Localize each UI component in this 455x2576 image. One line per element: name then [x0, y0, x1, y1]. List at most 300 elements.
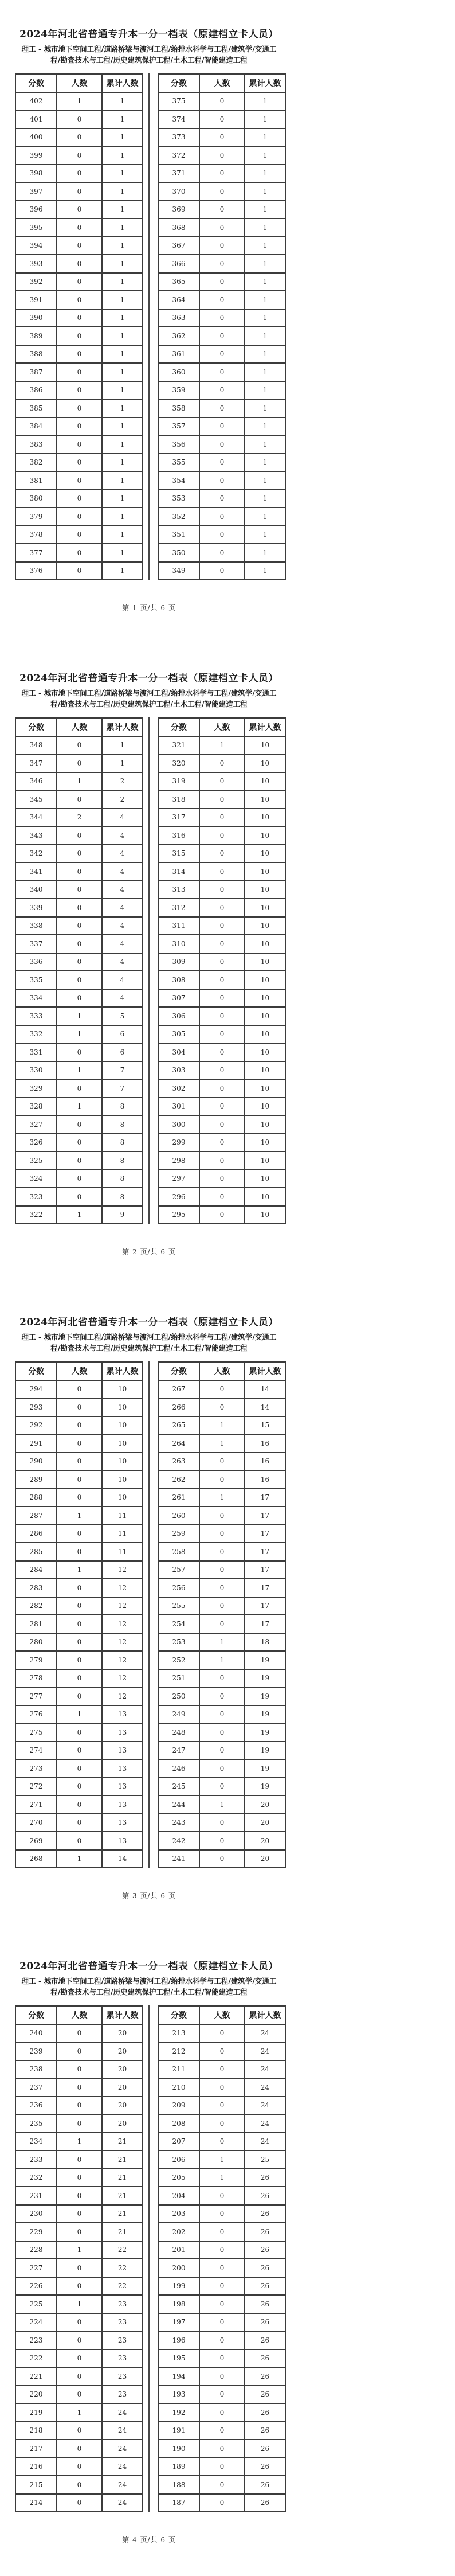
- score-cell: 334: [15, 989, 57, 1008]
- cumulative-cell: 1: [102, 309, 143, 327]
- table-row: [158, 1543, 285, 1561]
- column-header: 累计人数: [102, 1362, 143, 1380]
- score-cell: 260: [158, 1506, 199, 1525]
- table-row: [15, 2476, 143, 2494]
- score-tables: [15, 2005, 298, 2512]
- table-row: [158, 1115, 285, 1134]
- count-cell: 0: [199, 1453, 245, 1471]
- count-cell: 0: [57, 454, 102, 472]
- cumulative-cell: 20: [245, 1796, 285, 1814]
- cumulative-cell: 21: [102, 2150, 143, 2169]
- score-cell: 208: [158, 2114, 199, 2133]
- table-row: [15, 1579, 143, 1597]
- column-header: 人数: [57, 74, 102, 92]
- count-cell: 0: [57, 790, 102, 809]
- cumulative-cell: 20: [102, 2042, 143, 2060]
- table-row: [158, 899, 285, 917]
- score-cell: 230: [15, 2205, 57, 2223]
- cumulative-cell: 4: [102, 862, 143, 881]
- score-cell: 217: [15, 2440, 57, 2458]
- cumulative-cell: 10: [245, 1061, 285, 1080]
- score-cell: 273: [15, 1759, 57, 1778]
- table-row: [15, 544, 143, 562]
- cumulative-cell: 1: [102, 381, 143, 400]
- score-cell: 329: [15, 1079, 57, 1098]
- table-row: [15, 1669, 143, 1688]
- score-cell: 240: [15, 2024, 57, 2043]
- cumulative-cell: 6: [102, 1025, 143, 1044]
- cumulative-cell: 26: [245, 2331, 285, 2349]
- column-header: 累计人数: [245, 2006, 285, 2024]
- cumulative-cell: 23: [102, 2386, 143, 2404]
- count-cell: 0: [199, 1115, 245, 1134]
- cumulative-cell: 13: [102, 1759, 143, 1778]
- score-cell: 383: [15, 435, 57, 454]
- table-row: [158, 2060, 285, 2079]
- document-page: [0, 1288, 455, 1932]
- score-cell: 272: [15, 1778, 57, 1796]
- cumulative-cell: 1: [102, 182, 143, 201]
- column-header: 分数: [15, 74, 57, 92]
- score-cell: 344: [15, 809, 57, 827]
- score-cell: 390: [15, 309, 57, 327]
- table-row: [158, 2133, 285, 2151]
- cumulative-cell: 14: [245, 1380, 285, 1399]
- cumulative-cell: 8: [102, 1115, 143, 1134]
- count-cell: 0: [199, 562, 245, 580]
- table-row: [15, 381, 143, 400]
- table-row: [158, 971, 285, 989]
- count-cell: 0: [57, 309, 102, 327]
- score-cell: 350: [158, 544, 199, 562]
- score-cell: 187: [158, 2494, 199, 2512]
- table-row: [158, 935, 285, 953]
- cumulative-cell: 26: [245, 2241, 285, 2259]
- count-cell: 0: [199, 399, 245, 417]
- cumulative-cell: 26: [245, 2349, 285, 2368]
- score-cell: 365: [158, 273, 199, 291]
- cumulative-cell: 11: [102, 1506, 143, 1525]
- table-row: [158, 1380, 285, 1399]
- cumulative-cell: 26: [245, 2223, 285, 2241]
- cumulative-cell: 23: [102, 2313, 143, 2332]
- cumulative-cell: 26: [245, 2295, 285, 2313]
- score-cell: 398: [15, 165, 57, 183]
- cumulative-cell: 4: [102, 917, 143, 935]
- count-cell: 0: [199, 1025, 245, 1044]
- cumulative-cell: 24: [102, 2440, 143, 2458]
- count-cell: 0: [199, 754, 245, 772]
- score-cell: 342: [15, 845, 57, 863]
- score-cell: 227: [15, 2259, 57, 2277]
- cumulative-cell: 10: [245, 1170, 285, 1188]
- count-cell: 0: [57, 1615, 102, 1633]
- table-row: [15, 899, 143, 917]
- cumulative-cell: 19: [245, 1669, 285, 1688]
- header-row: [158, 2006, 285, 2024]
- count-cell: 1: [199, 1796, 245, 1814]
- count-cell: 0: [57, 1152, 102, 1170]
- count-cell: 1: [199, 1651, 245, 1669]
- cumulative-cell: 14: [102, 1850, 143, 1868]
- score-cell: 229: [15, 2223, 57, 2241]
- cumulative-cell: 24: [245, 2078, 285, 2097]
- table-row: [15, 2241, 143, 2259]
- score-cell: 204: [158, 2187, 199, 2205]
- count-cell: 0: [57, 881, 102, 899]
- score-cell: 339: [15, 899, 57, 917]
- table-row: [158, 363, 285, 381]
- table-row: [15, 327, 143, 345]
- count-cell: 0: [57, 1170, 102, 1188]
- count-cell: 0: [199, 2458, 245, 2476]
- count-cell: 0: [57, 237, 102, 255]
- table-row: [158, 2223, 285, 2241]
- column-header: 人数: [199, 718, 245, 736]
- score-cell: 255: [158, 1597, 199, 1615]
- table-row: [15, 2169, 143, 2187]
- score-cell: 384: [15, 417, 57, 436]
- score-cell: 263: [158, 1453, 199, 1471]
- cumulative-cell: 10: [245, 1098, 285, 1116]
- cumulative-cell: 20: [102, 2024, 143, 2043]
- count-cell: 0: [57, 899, 102, 917]
- table-row: [158, 2349, 285, 2368]
- count-cell: 0: [199, 1152, 245, 1170]
- page-footer: 第 4 页/共 6 页: [122, 2536, 176, 2544]
- score-cell: 399: [15, 146, 57, 165]
- count-cell: 0: [57, 1115, 102, 1134]
- count-cell: 0: [57, 1832, 102, 1850]
- cumulative-cell: 20: [102, 2060, 143, 2079]
- table-row: [15, 1380, 143, 1399]
- table-row: [15, 1850, 143, 1868]
- cumulative-cell: 20: [102, 2097, 143, 2115]
- table-row: [158, 790, 285, 809]
- table-row: [158, 291, 285, 309]
- table-row: [15, 399, 143, 417]
- cumulative-cell: 10: [245, 971, 285, 989]
- cumulative-cell: 24: [245, 2024, 285, 2043]
- table-row: [15, 182, 143, 201]
- table-row: [15, 1079, 143, 1098]
- table-row: [158, 1398, 285, 1416]
- score-cell: 251: [158, 1669, 199, 1688]
- cumulative-cell: 20: [245, 1850, 285, 1868]
- table-row: [158, 1669, 285, 1688]
- cumulative-cell: 19: [245, 1687, 285, 1705]
- table-row: [158, 809, 285, 827]
- count-cell: 0: [199, 1850, 245, 1868]
- count-cell: 0: [199, 490, 245, 508]
- cumulative-cell: 1: [102, 508, 143, 526]
- table-row: [158, 1434, 285, 1453]
- score-cell: 268: [15, 1850, 57, 1868]
- count-cell: 0: [57, 490, 102, 508]
- table-row: [158, 2169, 285, 2187]
- score-cell: 210: [158, 2078, 199, 2097]
- score-cell: 247: [158, 1742, 199, 1760]
- score-cell: 232: [15, 2169, 57, 2187]
- count-cell: 0: [57, 1687, 102, 1705]
- table-row: [15, 2259, 143, 2277]
- table-row: [15, 2494, 143, 2512]
- table-row: [15, 1489, 143, 1507]
- table-row: [15, 1525, 143, 1543]
- score-cell: 285: [15, 1543, 57, 1561]
- score-cell: 314: [158, 862, 199, 881]
- count-cell: 0: [199, 899, 245, 917]
- count-cell: 0: [57, 989, 102, 1008]
- cumulative-cell: 1: [102, 255, 143, 273]
- table-row: [15, 1170, 143, 1188]
- tables-gap: [143, 717, 158, 1224]
- count-cell: 0: [199, 2313, 245, 2332]
- count-cell: 0: [57, 2205, 102, 2223]
- score-table-left: [15, 717, 143, 1224]
- table-row: [158, 2042, 285, 2060]
- count-cell: 0: [199, 544, 245, 562]
- table-row: [15, 1615, 143, 1633]
- table-row: [158, 2440, 285, 2458]
- count-cell: 0: [57, 1723, 102, 1742]
- score-cell: 379: [15, 508, 57, 526]
- cumulative-cell: 26: [245, 2458, 285, 2476]
- cumulative-cell: 12: [102, 1561, 143, 1579]
- score-cell: 213: [158, 2024, 199, 2043]
- cumulative-cell: 1: [245, 110, 285, 128]
- table-row: [158, 309, 285, 327]
- count-cell: 0: [199, 182, 245, 201]
- count-cell: 0: [57, 2259, 102, 2277]
- cumulative-cell: 16: [245, 1453, 285, 1471]
- score-cell: 397: [15, 182, 57, 201]
- count-cell: 0: [57, 971, 102, 989]
- count-cell: 0: [57, 2386, 102, 2404]
- count-cell: 0: [199, 381, 245, 400]
- table-row: [15, 736, 143, 755]
- count-cell: 0: [199, 128, 245, 147]
- score-cell: 300: [158, 1115, 199, 1134]
- cumulative-cell: 1: [245, 255, 285, 273]
- count-cell: 1: [199, 1434, 245, 1453]
- count-cell: 0: [57, 826, 102, 845]
- header-row: [15, 1362, 143, 1380]
- table-row: [158, 562, 285, 580]
- table-row: [158, 182, 285, 201]
- score-cell: 242: [158, 1832, 199, 1850]
- tables-divider-line: [148, 73, 150, 580]
- cumulative-cell: 1: [245, 454, 285, 472]
- column-header: 人数: [57, 718, 102, 736]
- count-cell: 0: [57, 845, 102, 863]
- count-cell: 0: [199, 1170, 245, 1188]
- cumulative-cell: 24: [102, 2403, 143, 2422]
- cumulative-cell: 1: [245, 146, 285, 165]
- table-row: [15, 2331, 143, 2349]
- table-row: [158, 953, 285, 971]
- column-header: 人数: [57, 2006, 102, 2024]
- count-cell: 0: [199, 471, 245, 490]
- page-content: [0, 672, 298, 1256]
- count-cell: 0: [57, 2422, 102, 2440]
- count-cell: 0: [199, 2259, 245, 2277]
- column-header: 分数: [15, 718, 57, 736]
- table-row: [15, 218, 143, 237]
- count-cell: 0: [199, 1669, 245, 1688]
- table-row: [158, 1597, 285, 1615]
- score-cell: 392: [15, 273, 57, 291]
- cumulative-cell: 1: [245, 381, 285, 400]
- cumulative-cell: 15: [245, 1416, 285, 1435]
- count-cell: 0: [199, 237, 245, 255]
- count-cell: 0: [57, 273, 102, 291]
- score-cell: 233: [15, 2150, 57, 2169]
- cumulative-cell: 2: [102, 790, 143, 809]
- cumulative-cell: 21: [102, 2169, 143, 2187]
- cumulative-cell: 24: [102, 2422, 143, 2440]
- table-row: [158, 1061, 285, 1080]
- count-cell: 0: [199, 1742, 245, 1760]
- score-table-right: [158, 1361, 286, 1868]
- table-row: [158, 989, 285, 1008]
- score-table-right: [158, 73, 286, 580]
- count-cell: 0: [57, 255, 102, 273]
- count-cell: 0: [57, 399, 102, 417]
- count-cell: 0: [199, 2277, 245, 2296]
- table-row: [15, 1007, 143, 1025]
- score-cell: 258: [158, 1543, 199, 1561]
- table-row: [15, 2367, 143, 2386]
- cumulative-cell: 13: [102, 1832, 143, 1850]
- column-header: 分数: [158, 2006, 199, 2024]
- table-row: [15, 917, 143, 935]
- score-cell: 351: [158, 526, 199, 544]
- score-cell: 246: [158, 1759, 199, 1778]
- score-cell: 207: [158, 2133, 199, 2151]
- column-header: 累计人数: [245, 74, 285, 92]
- count-cell: 0: [199, 526, 245, 544]
- tables-gap: [143, 2005, 158, 2512]
- count-cell: 1: [57, 2133, 102, 2151]
- count-cell: 0: [57, 291, 102, 309]
- cumulative-cell: 10: [245, 899, 285, 917]
- count-cell: 0: [57, 2078, 102, 2097]
- cumulative-cell: 10: [245, 1043, 285, 1061]
- page-footer: 第 1 页/共 6 页: [122, 604, 176, 612]
- score-cell: 254: [158, 1615, 199, 1633]
- score-cell: 335: [15, 971, 57, 989]
- cumulative-cell: 1: [245, 291, 285, 309]
- score-cell: 206: [158, 2150, 199, 2169]
- score-cell: 322: [15, 1206, 57, 1224]
- score-cell: 402: [15, 92, 57, 111]
- cumulative-cell: 26: [245, 2187, 285, 2205]
- cumulative-cell: 23: [102, 2349, 143, 2368]
- count-cell: 0: [199, 1206, 245, 1224]
- table-row: [158, 845, 285, 863]
- table-row: [15, 2060, 143, 2079]
- table-row: [158, 1796, 285, 1814]
- table-row: [158, 1687, 285, 1705]
- score-cell: 343: [15, 826, 57, 845]
- cumulative-cell: 12: [102, 1633, 143, 1652]
- count-cell: 0: [57, 544, 102, 562]
- count-cell: 0: [199, 454, 245, 472]
- count-cell: 0: [199, 2205, 245, 2223]
- table-row: [158, 490, 285, 508]
- table-row: [15, 1416, 143, 1435]
- column-header: 分数: [15, 1362, 57, 1380]
- score-cell: 297: [158, 1170, 199, 1188]
- cumulative-cell: 10: [245, 953, 285, 971]
- score-cell: 214: [15, 2494, 57, 2512]
- table-row: [15, 309, 143, 327]
- table-row: [15, 237, 143, 255]
- count-cell: 0: [199, 1079, 245, 1098]
- count-cell: 0: [199, 1043, 245, 1061]
- cumulative-cell: 10: [245, 1188, 285, 1206]
- score-cell: 287: [15, 1506, 57, 1525]
- score-cell: 209: [158, 2097, 199, 2115]
- score-cell: 353: [158, 490, 199, 508]
- table-row: [158, 1778, 285, 1796]
- count-cell: 0: [57, 417, 102, 436]
- count-cell: 0: [199, 2367, 245, 2386]
- table-row: [15, 971, 143, 989]
- count-cell: 0: [199, 2223, 245, 2241]
- score-cell: 375: [158, 92, 199, 111]
- score-cell: 346: [15, 772, 57, 791]
- score-cell: 313: [158, 881, 199, 899]
- table-row: [158, 1134, 285, 1152]
- count-cell: 0: [199, 953, 245, 971]
- score-cell: 303: [158, 1061, 199, 1080]
- count-cell: 0: [199, 1098, 245, 1116]
- count-cell: 0: [199, 989, 245, 1008]
- count-cell: 0: [199, 1398, 245, 1416]
- table-row: [158, 772, 285, 791]
- count-cell: 1: [57, 1705, 102, 1724]
- score-cell: 293: [15, 1398, 57, 1416]
- table-row: [15, 291, 143, 309]
- cumulative-cell: 13: [102, 1705, 143, 1724]
- score-tables: [15, 1361, 298, 1868]
- score-cell: 271: [15, 1796, 57, 1814]
- score-cell: 282: [15, 1597, 57, 1615]
- count-cell: 0: [57, 1380, 102, 1399]
- cumulative-cell: 24: [245, 2042, 285, 2060]
- cumulative-cell: 10: [245, 862, 285, 881]
- score-cell: 218: [15, 2422, 57, 2440]
- cumulative-cell: 1: [245, 92, 285, 111]
- count-cell: 0: [199, 417, 245, 436]
- cumulative-cell: 4: [102, 953, 143, 971]
- table-row: [15, 862, 143, 881]
- count-cell: 0: [57, 165, 102, 183]
- cumulative-cell: 1: [102, 363, 143, 381]
- table-row: [15, 881, 143, 899]
- cumulative-cell: 12: [102, 1597, 143, 1615]
- table-row: [158, 92, 285, 111]
- count-cell: 0: [57, 1525, 102, 1543]
- cumulative-cell: 26: [245, 2277, 285, 2296]
- cumulative-cell: 10: [102, 1416, 143, 1435]
- score-cell: 374: [158, 110, 199, 128]
- tables-divider-line: [148, 717, 150, 1224]
- score-cell: 371: [158, 165, 199, 183]
- cumulative-cell: 4: [102, 971, 143, 989]
